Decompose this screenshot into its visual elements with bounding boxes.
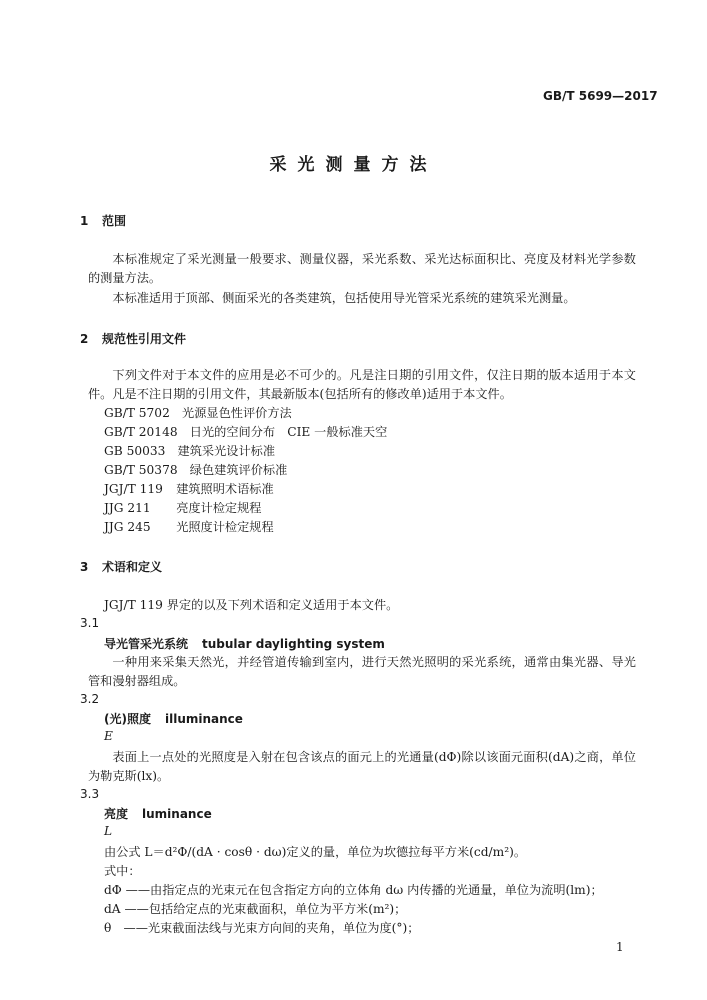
term-english: luminance (142, 807, 212, 821)
section-title: 术语和定义 (102, 560, 163, 574)
reference-name: 日光的空间分布 CIE 一般标准天空 (189, 425, 388, 439)
reference-name: 光源显色性评价方法 (182, 406, 292, 420)
term-chinese: 亮度 (104, 807, 129, 821)
formula-where-label: 式中： (104, 864, 141, 878)
section-3-heading (80, 558, 162, 575)
section-2-heading (80, 330, 186, 347)
reference-name: 绿色建筑评价标准 (189, 463, 288, 477)
reference-code: GB/T 5702 (104, 406, 170, 420)
reference-item (104, 423, 387, 440)
term-chinese: 导光管采光系统 (104, 637, 189, 651)
section-3-intro: JGJ/T 119 界定的以及下列术语和定义适用于本文件。 (104, 598, 399, 612)
reference-item (104, 480, 274, 497)
reference-item (104, 518, 274, 535)
term-3-2-title (104, 710, 243, 727)
section-1-heading (80, 212, 126, 229)
term-number: 3.1 (80, 616, 100, 630)
reference-item (104, 461, 287, 478)
reference-name: 亮度计检定规程 (176, 501, 262, 515)
formula-variable: θ ——光束截面法线与光束方向间的夹角，单位为度(°)； (104, 921, 420, 935)
formula-variable: dΦ ——由指定点的光束元在包含指定方向的立体角 dω 内传播的光通量，单位为流明(lm)； (104, 883, 603, 897)
section-title: 规范性引用文件 (102, 332, 187, 346)
section-title: 范围 (102, 214, 127, 228)
reference-code: GB/T 50378 (104, 463, 178, 477)
formula-variable: dA ——包括给定点的光束截面积，单位为平方米(m²)； (104, 902, 407, 916)
page-number: 1 (616, 940, 624, 954)
reference-code: JGJ/T 119 (104, 482, 163, 496)
reference-name: 建筑采光设计标准 (177, 444, 276, 458)
reference-name: 建筑照明术语标准 (176, 482, 274, 496)
reference-name: 光照度计检定规程 (176, 520, 274, 534)
term-3-2-symbol: E (104, 729, 113, 743)
section-number: 2 (80, 332, 89, 346)
reference-code: JJG 211 (104, 501, 151, 515)
term-3-2-definition: 表面上一点处的光照度是入射在包含该点的面元上的光通量(dΦ)除以该面元面积(dA)之商，单位为勒克斯(lx)。 (88, 750, 636, 783)
section-number: 1 (80, 214, 89, 228)
reference-item (104, 442, 275, 459)
term-number: 3.3 (80, 787, 100, 801)
term-3-3-symbol: L (104, 824, 113, 838)
section-2-paragraph-1: 下列文件对于本文件的应用是必不可少的。凡是注日期的引用文件，仅注日期的版本适用于本文件。凡是不注日期的引用文件，其最新版本(包括所有的修改单)适用于本文件。 (88, 368, 636, 401)
term-3-1-definition: 一种用来采集天然光，并经管道传输到室内，进行天然光照明的采光系统，通常由集光器、导光管和漫射器组成。 (88, 655, 636, 688)
term-english: tubular daylighting system (202, 637, 385, 651)
reference-code: JJG 245 (104, 520, 151, 534)
section-number: 3 (80, 560, 89, 574)
term-3-1-title (104, 635, 385, 652)
reference-item (104, 499, 262, 516)
reference-code: GB 50033 (104, 444, 166, 458)
term-3-3-formula: 由公式 L＝d²Φ/(dA · cosθ · dω)定义的量，单位为坎德拉每平方米(cd/m²)。 (104, 845, 527, 859)
standard-code: GB/T 5699—2017 (543, 89, 658, 103)
section-1-paragraph-1: 本标准规定了采光测量一般要求、测量仪器，采光系数、采光达标面积比、亮度及材料光学参数的测量方法。 (88, 252, 636, 285)
term-number: 3.2 (80, 692, 100, 706)
term-chinese: (光)照度 (104, 712, 151, 726)
term-3-3-title (104, 805, 212, 822)
term-english: illuminance (164, 712, 243, 726)
reference-item (104, 404, 292, 421)
document-title: 采光测量方法 (269, 155, 438, 175)
reference-code: GB/T 20148 (104, 425, 178, 439)
section-1-paragraph-2: 本标准适用于顶部、侧面采光的各类建筑，包括使用导光管采光系统的建筑采光测量。 (112, 291, 576, 305)
